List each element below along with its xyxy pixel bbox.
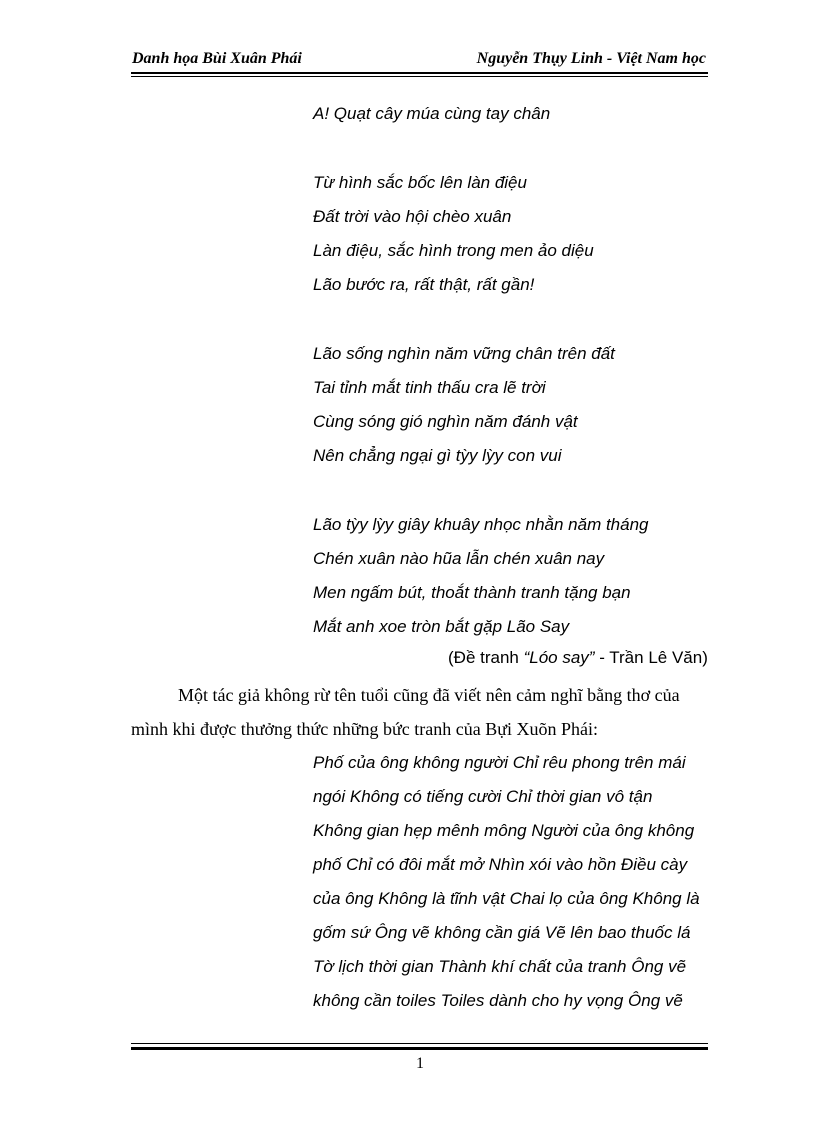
caption-title: “Lóo say” xyxy=(523,648,595,667)
header-title-right: Nguyễn Thụy Linh - Việt Nam học xyxy=(476,50,706,67)
poem-line: Lão bước ra, rất thật, rất gần! xyxy=(313,275,535,294)
caption-prefix: (Đề tranh xyxy=(448,648,524,667)
footer-rule-thin xyxy=(131,1043,708,1044)
quote-line: gốm sứ Ông vẽ không cần giá Vẽ lên bao thuốc lá xyxy=(313,923,691,942)
quote-line: Phố của ông không người Chỉ rêu phong trên mái xyxy=(313,753,686,772)
caption-suffix: - Trần Lê Văn) xyxy=(594,648,708,667)
poem-line: Từ hình sắc bốc lên làn điệu xyxy=(313,173,527,192)
poem-stanza-1 xyxy=(313,97,550,131)
poem-line: Nên chẳng ngại gì tỳy lỳy con vui xyxy=(313,446,562,465)
poem-stanza-2 xyxy=(313,166,594,302)
poem-line: Lão tỳy lỳy giây khuây nhọc nhằn năm tháng xyxy=(313,515,649,534)
poem-stanza-3 xyxy=(313,337,615,473)
paragraph-line: Một tác giả không rừ tên tuổi cũng đã viết nên cảm nghĩ bằng thơ của xyxy=(178,685,680,705)
poem-line: Men ngấm bút, thoắt thành tranh tặng bạn xyxy=(313,583,631,602)
quote-line: Tờ lịch thời gian Thành khí chất của tranh Ông vẽ xyxy=(313,957,687,976)
poem-line: Lão sống nghìn năm vững chân trên đất xyxy=(313,344,615,363)
quote-line: phố Chỉ có đôi mắt mở Nhìn xói vào hồn Điều cày xyxy=(313,855,688,874)
poem-line: Tai tỉnh mắt tinh thấu cra lẽ trời xyxy=(313,378,546,397)
header-title-left: Danh họa Bùi Xuân Phái xyxy=(132,50,302,67)
poem-line: Cùng sóng gió nghìn năm đánh vật xyxy=(313,412,578,431)
quote-line: của ông Không là tĩnh vật Chai lọ của ông Không là xyxy=(313,889,700,908)
page-number: 1 xyxy=(416,1055,424,1072)
footer-rule xyxy=(131,1047,708,1050)
poem-line: Mắt anh xoe tròn bắt gặp Lão Say xyxy=(313,617,570,636)
poem-caption xyxy=(448,648,708,668)
poem-line: A! Quạt cây múa cùng tay chân xyxy=(313,104,551,123)
poem-line: Làn điệu, sắc hình trong men ảo diệu xyxy=(313,241,594,260)
poem-line: Đất trời vào hội chèo xuân xyxy=(313,207,512,226)
quote-line: Không gian hẹp mênh mông Người của ông không xyxy=(313,821,695,840)
quote-line: không cần toiles Toiles dành cho hy vọng Ông vẽ xyxy=(313,991,683,1010)
poem-line: Chén xuân nào hũa lẫn chén xuân nay xyxy=(313,549,605,568)
header-rule-thin xyxy=(131,76,708,77)
body-paragraph xyxy=(131,678,709,746)
header-rule xyxy=(131,72,708,74)
poem-stanza-4 xyxy=(313,508,649,644)
paragraph-line: mình khi được thưởng thức những bức tranh của Bựi Xuõn Phái: xyxy=(131,719,599,739)
quoted-poem xyxy=(313,746,700,1018)
quote-line: ngói Không có tiếng cười Chỉ thời gian vô tận xyxy=(313,787,653,806)
